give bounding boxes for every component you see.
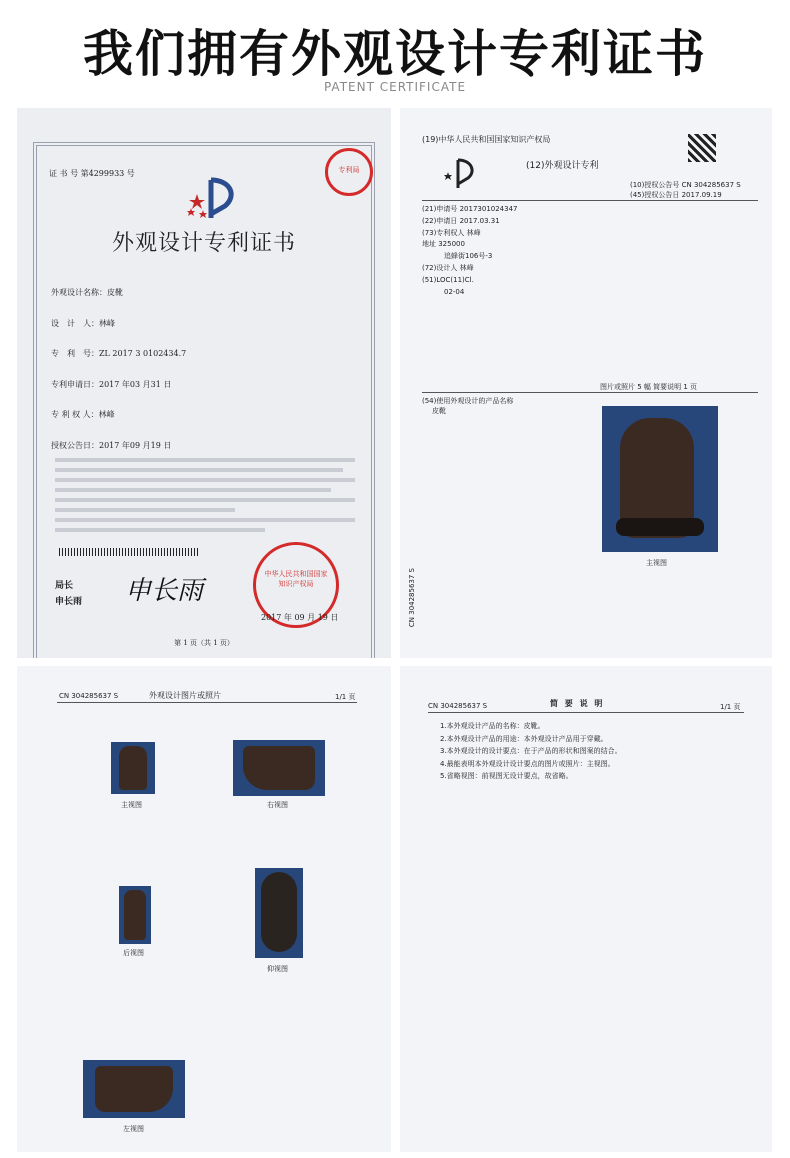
pub-application-no: (21)申请号 2017301024347: [422, 205, 518, 213]
right-view-photo: [233, 740, 325, 796]
small-red-seal: [325, 148, 373, 196]
patent-office-logo-icon: [438, 156, 478, 192]
qr-code-icon: [688, 134, 716, 162]
bottom-view-photo: [255, 868, 303, 958]
certificate-number: 证 书 号 第4299933 号: [49, 169, 135, 178]
pub-patentee: (73)专利权人 林峰: [422, 228, 481, 237]
side-code: CN 304285637 S: [408, 568, 416, 628]
views-card: [17, 666, 391, 1152]
field-grant-date: 授权公告日：2017 年09 月19 日: [51, 440, 172, 450]
grant-number: (10)授权公告号 CN 304285637 S: [630, 181, 741, 189]
pub-application-date: (22)申请日 2017.03.31: [422, 216, 500, 225]
view-label-left: 左视图: [123, 1125, 144, 1133]
certificate-date: 2017 年 09 月 19 日: [261, 613, 339, 622]
field-application-date: 专利申请日：2017 年03 月31 日: [51, 379, 172, 389]
publication-card: [400, 108, 772, 658]
director-signature: 申长雨: [125, 576, 204, 606]
brief-line-4: 4.最能表明本外观设计设计要点的图片或照片：主视图。: [440, 759, 615, 768]
view-label-back: 后视图: [123, 949, 144, 957]
views-title: 外观设计图片或照片: [149, 691, 221, 700]
view-caption: 主视图: [646, 559, 667, 567]
director-label: 局长: [55, 581, 74, 591]
product-label: (54)使用外观设计的产品名称: [422, 397, 514, 405]
office-name: (19)中华人民共和国国家知识产权局: [422, 135, 551, 144]
view-label-bottom: 仰视图: [267, 965, 288, 973]
director-name: 申长雨: [55, 597, 83, 607]
brief-lines: [440, 720, 622, 783]
page-note: 图片或照片 5 幅 简要说明 1 页: [600, 383, 698, 391]
view-label-right: 右视图: [267, 801, 288, 809]
brief-title: 简 要 说 明: [550, 699, 605, 708]
publication-kind: (12)外观设计专利: [526, 161, 599, 171]
views-code: CN 304285637 S: [59, 692, 119, 700]
field-patent-no: 专 利 号：ZL 2017 3 0102434.7: [51, 349, 187, 358]
pub-loc-class: 02-04: [444, 287, 465, 296]
divider: [57, 702, 357, 703]
grant-date: (45)授权公告日 2017.09.19: [630, 191, 722, 199]
divider: [428, 712, 744, 713]
certificate-card: [17, 108, 391, 658]
brief-code: CN 304285637 S: [428, 702, 488, 710]
barcode: [59, 548, 199, 556]
pub-loc: (51)LOC(11)Cl.: [422, 275, 474, 284]
small-seal-text: 专利局: [338, 166, 360, 174]
patent-office-logo-icon: [181, 174, 241, 224]
product-name: 皮靴: [432, 407, 446, 415]
back-view-photo: [119, 886, 151, 944]
divider: [422, 200, 758, 201]
brief-line-1: 1.本外观设计产品的名称：皮靴。: [440, 722, 545, 730]
certificate-page: 第 1 页（共 1 页）: [174, 639, 234, 647]
field-patentee: 专 利 权 人：林峰: [51, 410, 115, 419]
certificate-title: 外观设计专利证书: [111, 231, 296, 256]
left-view-photo: [83, 1060, 185, 1118]
field-design-name: 外观设计名称：皮靴: [51, 288, 123, 297]
brief-line-3: 3.本外观设计的设计要点：在于产品的形状和图案的结合。: [440, 747, 622, 755]
divider: [422, 392, 758, 393]
big-seal-text: 中华人民共和国国家知识产权局: [264, 570, 328, 588]
field-designer: 设 计 人：林峰: [51, 318, 115, 328]
certificate-body-text: [55, 452, 355, 538]
page-subtitle: PATENT CERTIFICATE: [323, 80, 467, 94]
front-view-photo: [111, 742, 155, 794]
pub-address: 地址 325000: [422, 240, 465, 249]
brief-page: 1/1 页: [720, 703, 741, 711]
certificate-fields: [51, 278, 186, 461]
brief-line-2: 2.本外观设计产品的用途：本外观设计产品用于穿戴。: [440, 734, 608, 743]
pub-designer: (72)设计人 林峰: [422, 263, 474, 272]
boot-front-photo: [602, 406, 718, 552]
brief-description-card: [400, 666, 772, 1152]
views-page: 1/1 页: [335, 693, 356, 701]
view-label-front: 主视图: [121, 801, 142, 809]
pub-address-2: 追蜂街106号-3: [444, 252, 493, 261]
publication-lines: [422, 204, 518, 298]
brief-line-5: 5.省略视图：前视图无设计要点，故省略。: [440, 772, 573, 780]
page-title: 我们拥有外观设计专利证书: [83, 25, 707, 83]
